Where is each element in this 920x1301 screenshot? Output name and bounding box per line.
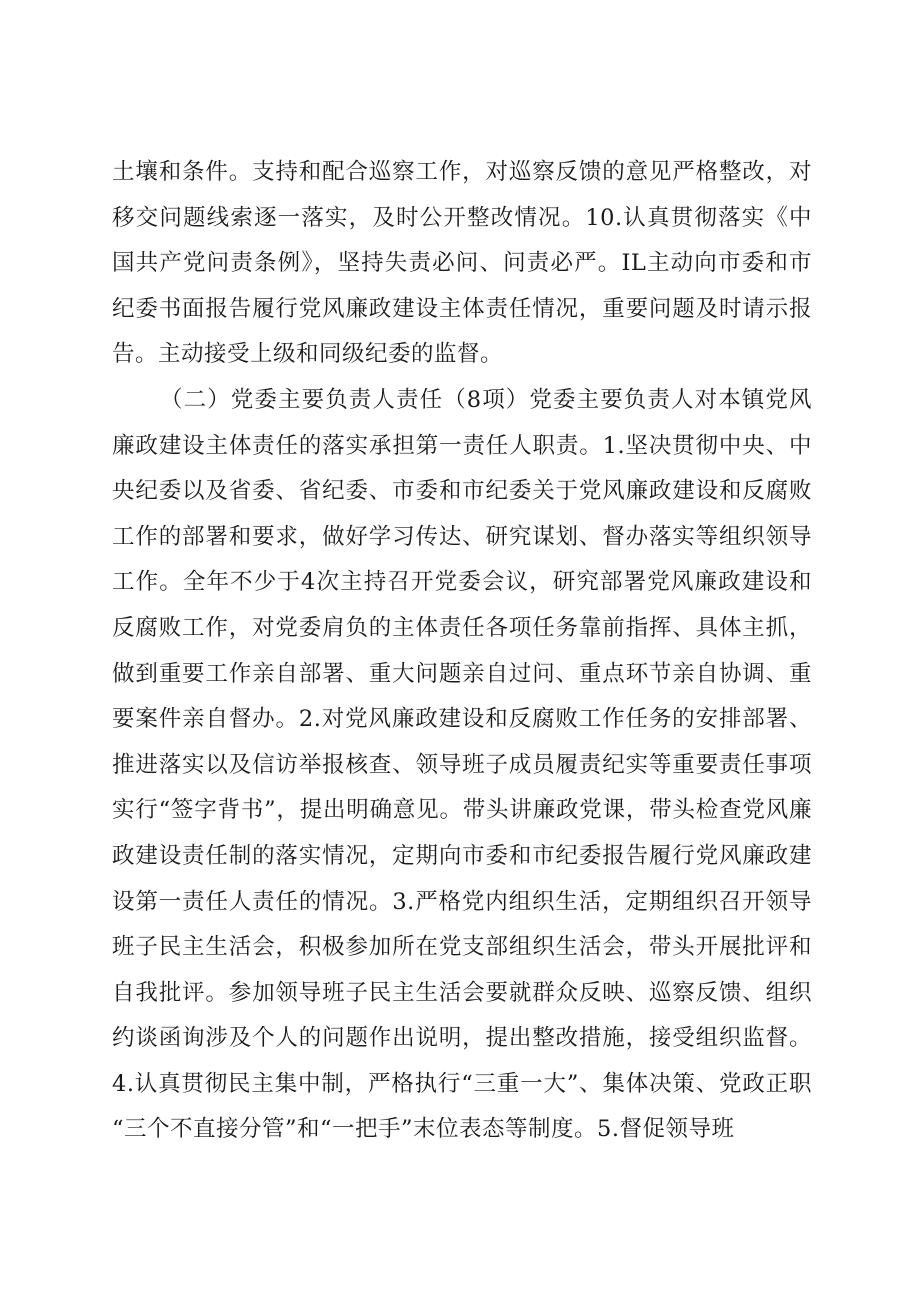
paragraph-continuation: 土壤和条件。支持和配合巡察工作，对巡察反馈的意见严格整改，对移交问题线索逐一落实，及时公开整改情况。10.认真贯彻落实《中国共产党问责条例》，坚持失责必问、问责必严。IL主动向市委和市纪委书面报告履行党风廉政建设主体责任情况，重要问题及时请示报告。主动接受上级和同级纪委的监督。 <box>112 159 812 368</box>
paragraph-party-secretary-duties: （二）党委主要负责人责任（8项）党委主要负责人对本镇党风廉政建设主体责任的落实承担第一责任人职责。1.坚决贯彻中央、中央纪委以及省委、省纪委、市委和市纪委关于党风廉政建设和反腐败工作的部署和要求，做好学习传达、研究谋划、督办落实等组织领导工作。全年不少于4次主持召开党委会议，研究部署党风廉政建设和反腐败工作，对党委肩负的主体责任各项任务靠前指挥、具体主抓，做到重要工作亲自部署、重大问题亲自过问、重点环节亲自协调、重要案件亲自督办。2.对党风廉政建设和反腐败工作任务的安排部署、推进落实以及信访举报核查、领导班子成员履责纪实等重要责任事项实行“签字背书”，提出明确意见。带头讲廉政党课，带头检查党风廉政建设责任制的落实情况，定期向市委和市纪委报告履行党风廉政建设第一责任人责任的情况。3.严格党内组织生活，定期组织召开领导班子民主生活会，积极参加所在党支部组织生活会，带头开展批评和自我批评。参加领导班子民主生活会要就群众反映、巡察反馈、组织约谈函询涉及个人的问题作出说明，提出整改措施，接受组织监督。4.认真贯彻民主集中制，严格执行“三重一大”、集体决策、党政正职“三个不直接分管”和“一把手”末位表态等制度。5.督促领导班 <box>112 386 812 1143</box>
document-body <box>112 150 812 1153</box>
